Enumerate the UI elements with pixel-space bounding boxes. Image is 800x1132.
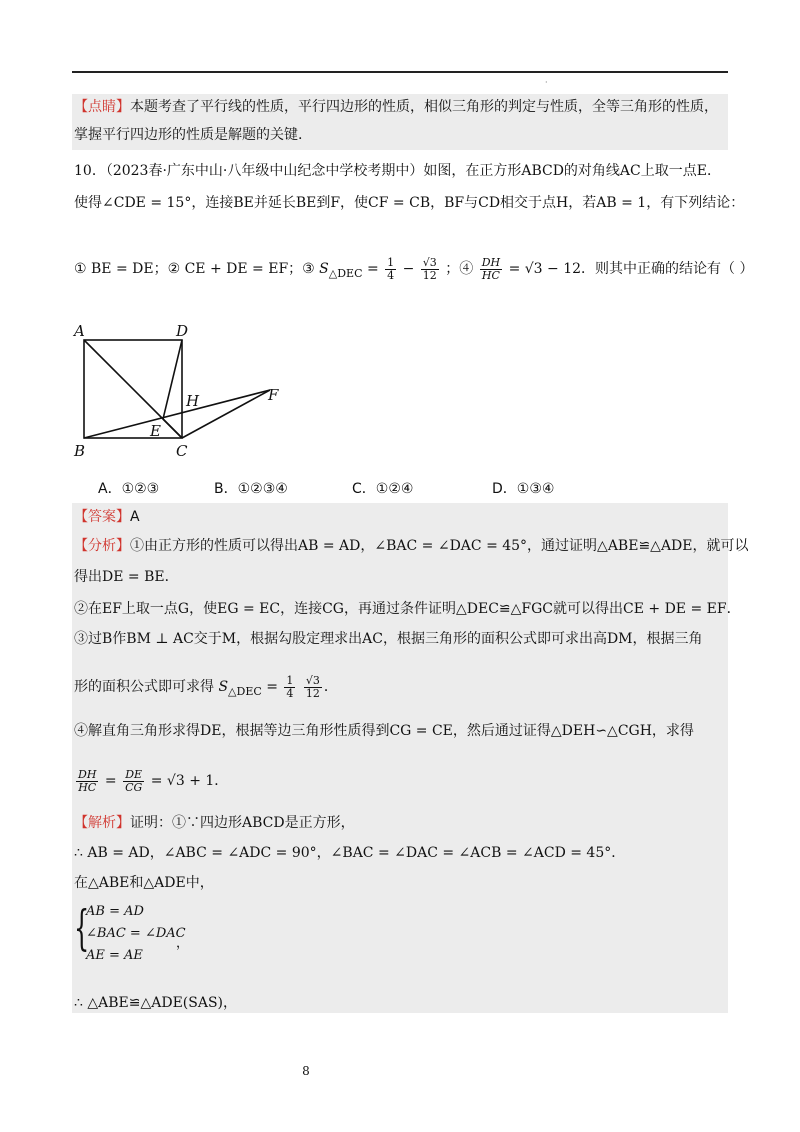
analysis-line-5: 形的面积公式即可求得 $S_{\triangle DEC}$ = $\frac{1}{4}$ $\frac{√3}{12}$ ． (74, 673, 338, 700)
geometry-figure (70, 318, 300, 468)
segment-de (163, 340, 182, 419)
solution-tag: 【解析】 (74, 815, 130, 831)
analysis-text-1: ①由正方形的性质可以得出AB = AD，∠BAC = ∠DAC = 45°，通过证明△ABE≌△ADE，就可以 (130, 538, 749, 554)
analysis-result: = √3 + 1． (150, 773, 229, 789)
label-f: F (268, 386, 279, 404)
header-dot: · (545, 78, 548, 87)
page-number: 8 (302, 1064, 310, 1078)
dianjing-tag: 【点睛】 (74, 99, 130, 115)
conclusion-4-rhs: = √3 − 12 (508, 261, 582, 277)
option-d: D．①③④ (492, 481, 555, 497)
area-subscript: △DEC (328, 266, 363, 280)
label-e: E (150, 422, 161, 440)
area-subscript-2: △DEC (228, 684, 262, 698)
fraction-root3-12-2: $\frac{√3}{12}$ (305, 673, 320, 700)
question-line-2: 使得∠CDE = 15°，连接BE并延长BE到F，使CF = CB，BF与CD相交于点H，若AB = 1，有下列结论： (74, 195, 745, 211)
header-rule (72, 71, 728, 73)
analysis-text-5: 形的面积公式即可求得 (74, 679, 214, 695)
fraction-de-cg: $\frac{DE}{CG}$ (125, 767, 143, 794)
fraction-one-quarter-2: $\frac{1}{4}$ (286, 673, 294, 700)
system-eq-1: AB = AD (86, 904, 144, 919)
fraction-root3-12: $\frac{√3}{12}$ (422, 255, 437, 282)
segment-ec (163, 419, 182, 438)
system-brace: { (74, 900, 90, 956)
option-b: B．①②③④ (214, 481, 288, 497)
equals-sign: = (366, 261, 379, 277)
segment-bf (84, 390, 270, 438)
answer-line (74, 508, 140, 526)
analysis-line-3: ②在EF上取一点G，使EG = EC，连接CG，再通过条件证明△DEC≌△FGC就可以得出CE + DE = EF． (74, 601, 741, 617)
fraction-dh-hc-2: $\frac{DH}{HC}$ (78, 767, 97, 794)
conclusion-4-label: ；④ (445, 261, 474, 277)
area-symbol-2: S (218, 679, 229, 695)
question-tail: ．则其中正确的结论有（ ） (581, 261, 754, 277)
dianjing-text-1: 本题考查了平行线的性质，平行四边形的性质，相似三角形的判定与性质，全等三角形的性质， (130, 99, 718, 115)
solution-line-3: 在△ABE和△ADE中， (74, 875, 214, 891)
label-h: H (186, 392, 200, 410)
option-c: C．①②④ (352, 481, 414, 497)
label-d: D (176, 322, 189, 340)
analysis-line-4: ③过B作BM ⊥ AC交于M，根据勾股定理求出AC，根据三角形的面积公式即可求出高DM，根据三角 (74, 631, 703, 647)
solution-line-4: ∴ △ABE≌△ADE(SAS)， (74, 995, 238, 1011)
solution-line-2: ∴ AB = AD，∠ABC = ∠ADC = 90°，∠BAC = ∠DAC = ∠ACB = ∠ACD = 45°． (74, 845, 626, 861)
analysis-tag: 【分析】 (74, 538, 130, 554)
fraction-dh-hc: $\frac{DH}{HC}$ (481, 255, 501, 282)
question-conclusions (74, 254, 754, 289)
dianjing-line-2: 掌握平行四边形的性质是解题的关键. (74, 127, 303, 143)
analysis-line-6: ④解直角三角形求得DE，根据等边三角形性质得到CG = CE，然后通过证得△DEH∽△CGH，求得 (74, 723, 694, 739)
system-eq-2: ∠BAC = ∠DAC (86, 926, 186, 941)
system-eq-3: AE = AE (86, 948, 143, 963)
fraction-one-quarter: $\frac{1}{4}$ (387, 255, 395, 282)
analysis-line-1 (74, 537, 749, 555)
system-comma: ， (176, 936, 190, 951)
solution-text-1: 证明：①∵四边形ABCD是正方形， (130, 815, 355, 831)
equals-sign-2: = (266, 679, 278, 695)
minus-sign: − (402, 261, 415, 277)
conclusions-1-2: ① BE = DE；② CE + DE = EF；③ (74, 261, 315, 277)
question-line-1: 10．（2023春·广东中山·八年级中山纪念中学校考期中）如图，在正方形ABCD的对角线AC上取一点E． (74, 163, 721, 179)
label-c: C (176, 442, 188, 460)
dianjing-line-1 (74, 98, 718, 116)
analysis-line-7: $\frac{DH}{HC}$ = $\frac{DE}{CG}$ = √3 + 1． (78, 767, 229, 794)
option-a: A．①②③ (98, 481, 160, 497)
label-a: A (74, 322, 85, 340)
answer-tag: 【答案】 (74, 509, 130, 525)
label-b: B (74, 442, 86, 460)
area-symbol: S (319, 261, 329, 277)
solution-line-1 (74, 814, 355, 832)
answer-value: A (130, 509, 140, 525)
analysis-line-2: 得出DE = BE． (74, 569, 179, 585)
